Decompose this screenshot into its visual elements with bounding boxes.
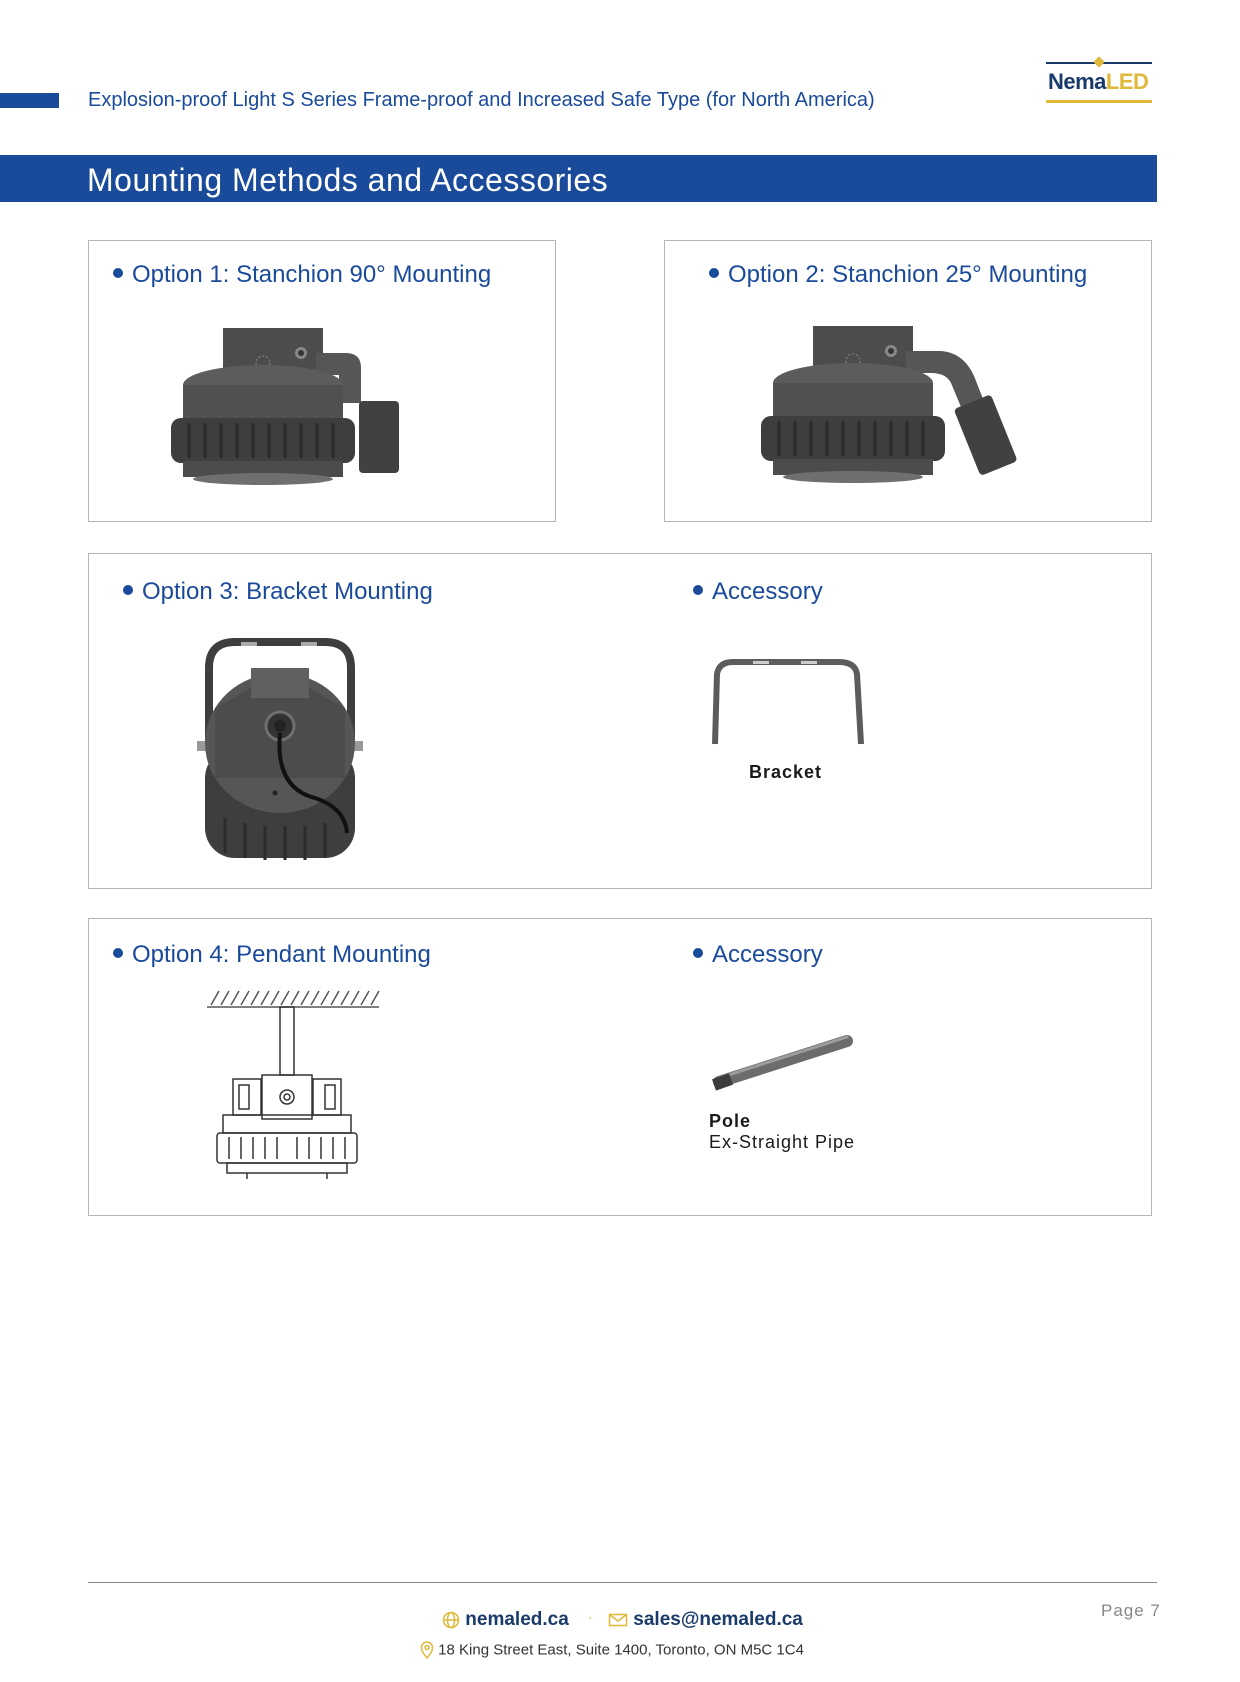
globe-icon <box>442 1611 460 1629</box>
bullet-icon <box>113 948 123 958</box>
option-3-accessory-title-text: Accessory <box>712 578 823 605</box>
option-1-title-text: Option 1: Stanchion 90° Mounting <box>132 261 492 288</box>
bullet-icon <box>123 585 133 595</box>
address-text: 18 King Street East, Suite 1400, Toronto, ON M5C 1C4 <box>438 1641 804 1659</box>
bullet-icon <box>113 268 123 278</box>
footer-website[interactable] <box>442 1609 569 1631</box>
footer-address <box>420 1641 804 1659</box>
option-3-accessory-title <box>693 578 823 606</box>
option-1-title <box>113 261 491 289</box>
page-number: Page 7 <box>1101 1601 1161 1620</box>
logo-diamond-icon <box>1093 56 1104 67</box>
section-banner <box>0 155 1157 202</box>
mail-icon <box>608 1612 628 1628</box>
bracket-caption: Bracket <box>749 762 823 782</box>
stanchion-25-light-image <box>761 321 1041 491</box>
option-2-title <box>709 261 1087 289</box>
bullet-icon <box>709 268 719 278</box>
option-4-card <box>88 918 1152 1216</box>
pole-accessory-image <box>709 1027 859 1097</box>
section-title: Mounting Methods and Accessories <box>87 162 609 198</box>
bracket-mounted-light-image <box>195 638 375 868</box>
option-1-card <box>88 240 556 522</box>
document-title: Explosion-proof Light S Series Frame-proof and Increased Safe Type (for North America) <box>88 89 875 111</box>
nemaled-logo <box>1046 55 1152 105</box>
stanchion-90-light-image <box>171 323 431 493</box>
location-pin-icon <box>420 1641 434 1659</box>
pendant-mounting-diagram <box>207 989 387 1189</box>
option-4-accessory-title-text: Accessory <box>712 941 823 968</box>
pole-caption: Pole <box>709 1111 752 1131</box>
footer-separator: · <box>588 1609 593 1625</box>
footer-email[interactable] <box>608 1609 803 1631</box>
option-3-title-text: Option 3: Bracket Mounting <box>142 578 433 605</box>
bullet-icon <box>693 948 703 958</box>
option-4-title <box>113 941 431 969</box>
website-link[interactable]: nemaled.ca <box>465 1609 569 1630</box>
header-accent-bar <box>0 93 59 108</box>
option-4-accessory-title <box>693 941 823 969</box>
bullet-icon <box>693 585 703 595</box>
option-2-title-text: Option 2: Stanchion 25° Mounting <box>728 261 1088 288</box>
bracket-accessory-image <box>709 654 869 754</box>
option-4-title-text: Option 4: Pendant Mounting <box>132 941 431 968</box>
option-3-card <box>88 553 1152 889</box>
logo-nema-text: Nema <box>1048 69 1106 94</box>
logo-led-text: LED <box>1105 69 1149 94</box>
email-link[interactable]: sales@nemaled.ca <box>633 1609 803 1630</box>
pole-subcaption: Ex-Straight Pipe <box>709 1132 856 1152</box>
logo-line-bottom <box>1046 100 1152 103</box>
option-3-title <box>123 578 433 606</box>
footer-divider <box>88 1582 1157 1583</box>
logo-wordmark <box>1048 69 1148 95</box>
option-2-card <box>664 240 1152 522</box>
